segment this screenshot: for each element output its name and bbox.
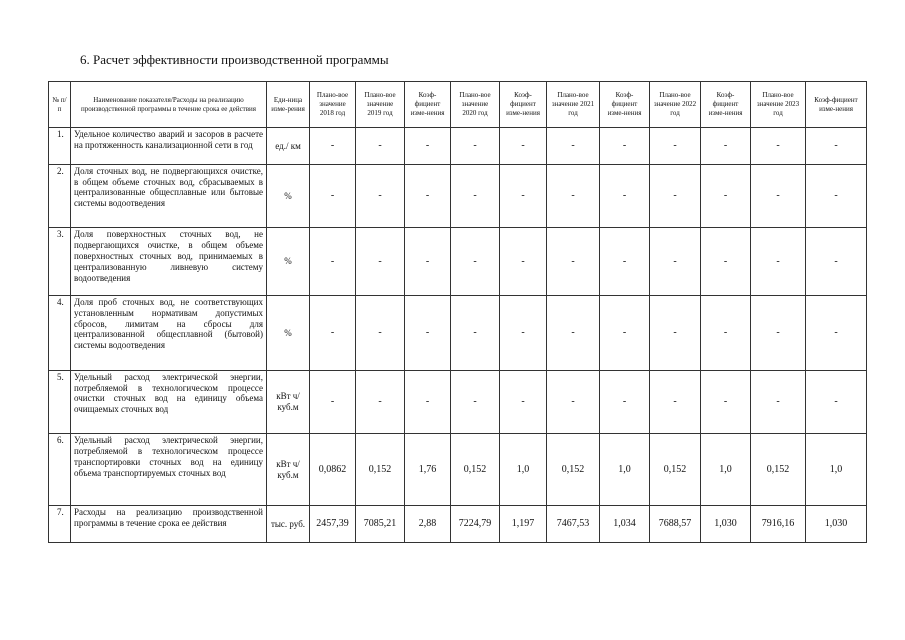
row-value-cell: - — [356, 164, 405, 228]
table-row — [49, 296, 867, 371]
row-unit: кВт ч/куб.м — [267, 434, 310, 506]
row-value-cell: - — [500, 164, 547, 228]
row-value-cell: - — [451, 128, 500, 165]
row-number: 1. — [49, 128, 71, 165]
table-row — [49, 128, 867, 165]
row-value-cell: - — [547, 370, 600, 434]
row-number: 5. — [49, 370, 71, 434]
row-value-cell: - — [600, 164, 650, 228]
row-indicator-name: Доля сточных вод, не подвергающихся очистке, в общем объеме сточных вод, сбрасываемых в централизованные общесплавные или бытовые системы водоотведения — [71, 164, 267, 228]
header-cell-coef-2022: Коэф-фициент изме-нения — [701, 82, 751, 128]
row-value-cell: - — [701, 164, 751, 228]
row-value-cell: 1,030 — [806, 506, 867, 543]
row-value-cell: - — [500, 370, 547, 434]
row-value-cell: - — [650, 370, 701, 434]
row-value-cell: - — [650, 128, 701, 165]
row-value-cell: 7467,53 — [547, 506, 600, 543]
row-value-cell: - — [405, 164, 451, 228]
row-value-cell: - — [547, 228, 600, 296]
row-value-cell: 0,152 — [547, 434, 600, 506]
row-number: 6. — [49, 434, 71, 506]
row-value-cell: 1,197 — [500, 506, 547, 543]
row-value-cell: - — [310, 228, 356, 296]
table-row — [49, 506, 867, 543]
header-cell-coef-2023: Коэф-фициент изме-нения — [806, 82, 867, 128]
row-indicator-name: Удельный расход электрической энергии, потребляемой в технологическом процессе транспортировки сточных вод на единицу объема транспортируемых сточных вод — [71, 434, 267, 506]
row-unit: тыс. руб. — [267, 506, 310, 543]
table-row — [49, 228, 867, 296]
row-value-cell: - — [356, 370, 405, 434]
row-value-cell: - — [405, 228, 451, 296]
row-indicator-name: Доля проб сточных вод, не соответствующих установленным нормативам допустимых сбросов, лимитам на сбросы для централизованной общесплавной (бытовой) системы водоотведения — [71, 296, 267, 371]
row-value-cell: - — [701, 228, 751, 296]
row-indicator-name: Расходы на реализацию производственной программы в течение срока ее действия — [71, 506, 267, 543]
row-indicator-name: Удельный расход электрической энергии, потребляемой в технологическом процессе очистки сточных вод на единицу объема очищаемых сточных вод — [71, 370, 267, 434]
row-value-cell: - — [751, 228, 806, 296]
row-value-cell: - — [500, 128, 547, 165]
row-value-cell: 2457,39 — [310, 506, 356, 543]
table-row — [49, 164, 867, 228]
row-unit: кВт ч/куб.м — [267, 370, 310, 434]
row-value-cell: - — [751, 164, 806, 228]
row-unit: % — [267, 164, 310, 228]
header-cell-2019: Плано-вое значение 2019 год — [356, 82, 405, 128]
row-value-cell: 1,0 — [600, 434, 650, 506]
row-value-cell: - — [751, 296, 806, 371]
row-value-cell: - — [451, 370, 500, 434]
row-unit: % — [267, 228, 310, 296]
row-value-cell: - — [451, 228, 500, 296]
header-cell-2021: Плано-вое значение 2021 год — [547, 82, 600, 128]
table-row — [49, 434, 867, 506]
header-cell-name: Наименование показателя/Расходы на реализацию производственной программы в течение срока ее действия — [71, 82, 267, 128]
row-value-cell: 0,152 — [650, 434, 701, 506]
row-value-cell: - — [650, 228, 701, 296]
header-cell-2022: Плано-вое значение 2022 год — [650, 82, 701, 128]
row-value-cell: - — [701, 296, 751, 371]
row-value-cell: - — [751, 128, 806, 165]
row-value-cell: - — [650, 164, 701, 228]
row-value-cell: 7085,21 — [356, 506, 405, 543]
row-value-cell: - — [600, 228, 650, 296]
row-value-cell: - — [547, 164, 600, 228]
row-value-cell: - — [451, 296, 500, 371]
row-value-cell: - — [310, 164, 356, 228]
row-value-cell: - — [751, 370, 806, 434]
row-value-cell: - — [806, 164, 867, 228]
row-value-cell: - — [806, 128, 867, 165]
row-value-cell: - — [701, 128, 751, 165]
header-cell-2023: Плано-вое значение 2023 год — [751, 82, 806, 128]
row-number: 3. — [49, 228, 71, 296]
row-value-cell: 1,0 — [806, 434, 867, 506]
row-value-cell: - — [500, 228, 547, 296]
row-value-cell: 2,88 — [405, 506, 451, 543]
section-title: 6. Расчет эффективности производственной программы — [80, 52, 389, 67]
row-indicator-name: Удельное количество аварий и засоров в расчете на протяженность канализационной сети в год — [71, 128, 267, 165]
row-value-cell: - — [500, 296, 547, 371]
row-value-cell: - — [600, 296, 650, 371]
row-value-cell: - — [310, 128, 356, 165]
row-value-cell: - — [701, 370, 751, 434]
row-value-cell: - — [405, 296, 451, 371]
row-value-cell: - — [806, 296, 867, 371]
row-number: 2. — [49, 164, 71, 228]
row-value-cell: 0,0862 — [310, 434, 356, 506]
row-value-cell: - — [806, 228, 867, 296]
row-value-cell: - — [600, 128, 650, 165]
row-number: 7. — [49, 506, 71, 543]
row-value-cell: - — [650, 296, 701, 371]
row-value-cell: 0,152 — [451, 434, 500, 506]
row-value-cell: - — [547, 296, 600, 371]
header-cell-2018: Плано-вое значение 2018 год — [310, 82, 356, 128]
efficiency-table — [48, 81, 867, 543]
header-cell-coef-2020: Коэф-фициент изме-нения — [500, 82, 547, 128]
header-row — [49, 82, 867, 128]
row-value-cell: - — [356, 228, 405, 296]
row-value-cell: - — [806, 370, 867, 434]
header-cell-coef-2021: Коэф-фициент изме-нения — [600, 82, 650, 128]
row-value-cell: 1,0 — [500, 434, 547, 506]
row-value-cell: 0,152 — [751, 434, 806, 506]
row-value-cell: 1,0 — [701, 434, 751, 506]
row-unit: ед./ км — [267, 128, 310, 165]
row-value-cell: - — [356, 128, 405, 165]
header-cell-unit: Еди-ница изме-рения — [267, 82, 310, 128]
row-value-cell: - — [310, 296, 356, 371]
row-value-cell: - — [547, 128, 600, 165]
header-cell-2020: Плано-вое значение 2020 год — [451, 82, 500, 128]
row-value-cell: 7224,79 — [451, 506, 500, 543]
row-value-cell: - — [356, 296, 405, 371]
row-value-cell: - — [451, 164, 500, 228]
header-cell-num: № п/п — [49, 82, 71, 128]
row-unit: % — [267, 296, 310, 371]
header-cell-coef-2019: Коэф-фициент изме-нения — [405, 82, 451, 128]
row-value-cell: 7916,16 — [751, 506, 806, 543]
row-value-cell: 7688,57 — [650, 506, 701, 543]
row-indicator-name: Доля поверхностных сточных вод, не подвергающихся очистке, в общем объеме поверхностных сточных вод, принимаемых в централизованную ливневую систему водоотведения — [71, 228, 267, 296]
row-value-cell: 1,030 — [701, 506, 751, 543]
row-value-cell: 1,76 — [405, 434, 451, 506]
row-value-cell: - — [600, 370, 650, 434]
row-value-cell: 1,034 — [600, 506, 650, 543]
row-value-cell: - — [310, 370, 356, 434]
row-value-cell: 0,152 — [356, 434, 405, 506]
row-number: 4. — [49, 296, 71, 371]
table-row — [49, 370, 867, 434]
row-value-cell: - — [405, 370, 451, 434]
row-value-cell: - — [405, 128, 451, 165]
